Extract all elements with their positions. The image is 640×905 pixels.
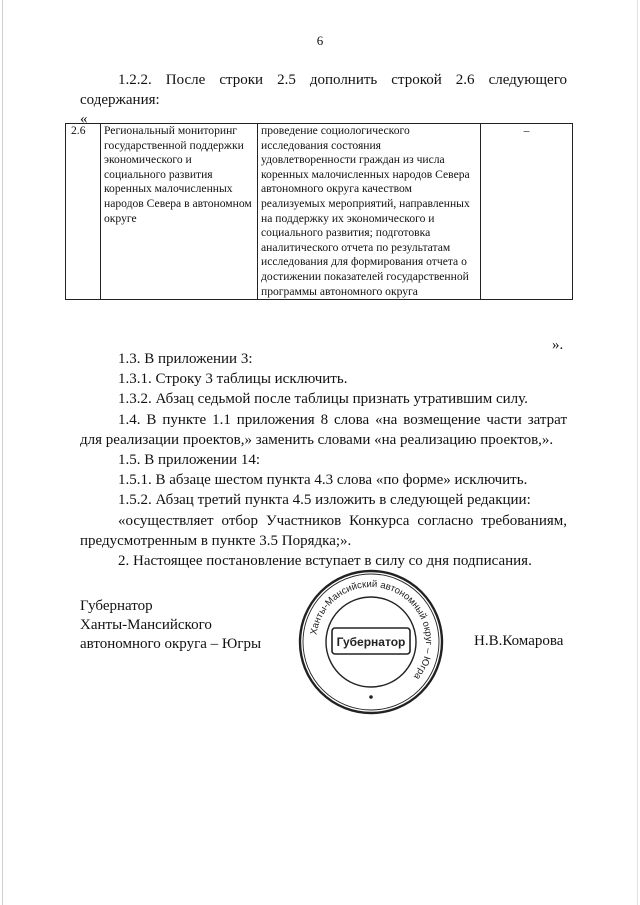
intro-line-2: содержания:: [80, 92, 160, 108]
paragraph-1-4-line-1: 1.4. В пункте 1.1 приложения 8 слова «на возмещение части затрат: [118, 411, 567, 428]
paragraph-1-5: 1.5. В приложении 14:: [118, 452, 260, 469]
paragraph-1-5-2: 1.5.2. Абзац третий пункта 4.5 изложить в следующей редакции:: [118, 492, 531, 509]
row-name-cell: Региональный мониторинг государственной поддержки экономического и социального развития коренных малочисленных народов Севера в автономном округе: [101, 124, 258, 300]
page-right-edge: [637, 0, 638, 905]
intro-line-1: 1.2.2. После строки 2.5 дополнить строкой 2.6 следующего: [118, 72, 567, 88]
official-seal: [296, 567, 446, 717]
signatory-name: Н.В.Комарова: [474, 633, 564, 649]
table-row: [66, 124, 573, 300]
body-text: [80, 349, 567, 571]
quoted-text-line-2: предусмотренным в пункте 3.5 Порядка;».: [80, 532, 352, 549]
paragraph-1-3-1: 1.3.1. Строку 3 таблицы исключить.: [118, 371, 348, 388]
amendment-table: [65, 123, 573, 300]
opening-quote: «: [80, 111, 88, 127]
row-number-cell: 2.6: [66, 124, 101, 300]
row-value-cell: –: [481, 124, 573, 300]
row-description-cell: проведение социологического исследования состояния удовлетворенности граждан из числа коренных малочисленных народов Севера автономного округа качеством реализуемых мероприятий, направленных на поддержку их экономического и социального развития; подготовка аналитического отчета по результатам исследования для формирования отчета о достижении показателей государственной программы автономного округа: [258, 124, 481, 300]
paragraph-1-3: 1.3. В приложении 3:: [118, 351, 253, 367]
seal-star-icon: [369, 695, 373, 699]
quoted-text-line-1: «осуществляет отбор Участников Конкурса согласно требованиям,: [118, 512, 567, 529]
paragraph-1-3-2: 1.3.2. Абзац седьмой после таблицы признать утратившим силу.: [118, 391, 528, 408]
page-number: 6: [316, 33, 324, 48]
paragraph-1-4-line-2: для реализации проектов,» заменить словами «на реализацию проектов,».: [80, 431, 554, 448]
seal-ring-text: Ханты-Мансийский автономный округ – Югра: [308, 578, 435, 682]
paragraph-1-5-1: 1.5.1. В абзаце шестом пункта 4.3 слова «по форме» исключить.: [118, 472, 528, 489]
seal-center-text: Губернатор: [336, 635, 406, 649]
signatory-position: [80, 597, 261, 654]
intro-paragraph: [80, 70, 567, 110]
position-line-1: Губернатор: [80, 598, 153, 614]
paragraph-2: 2. Настоящее постановление вступает в силу со дня подписания.: [118, 553, 532, 570]
page-left-edge: [2, 0, 3, 905]
closing-quote: ».: [552, 337, 564, 353]
position-line-2: Ханты-Мансийского: [80, 617, 212, 633]
position-line-3: автономного округа – Югры: [80, 636, 262, 652]
